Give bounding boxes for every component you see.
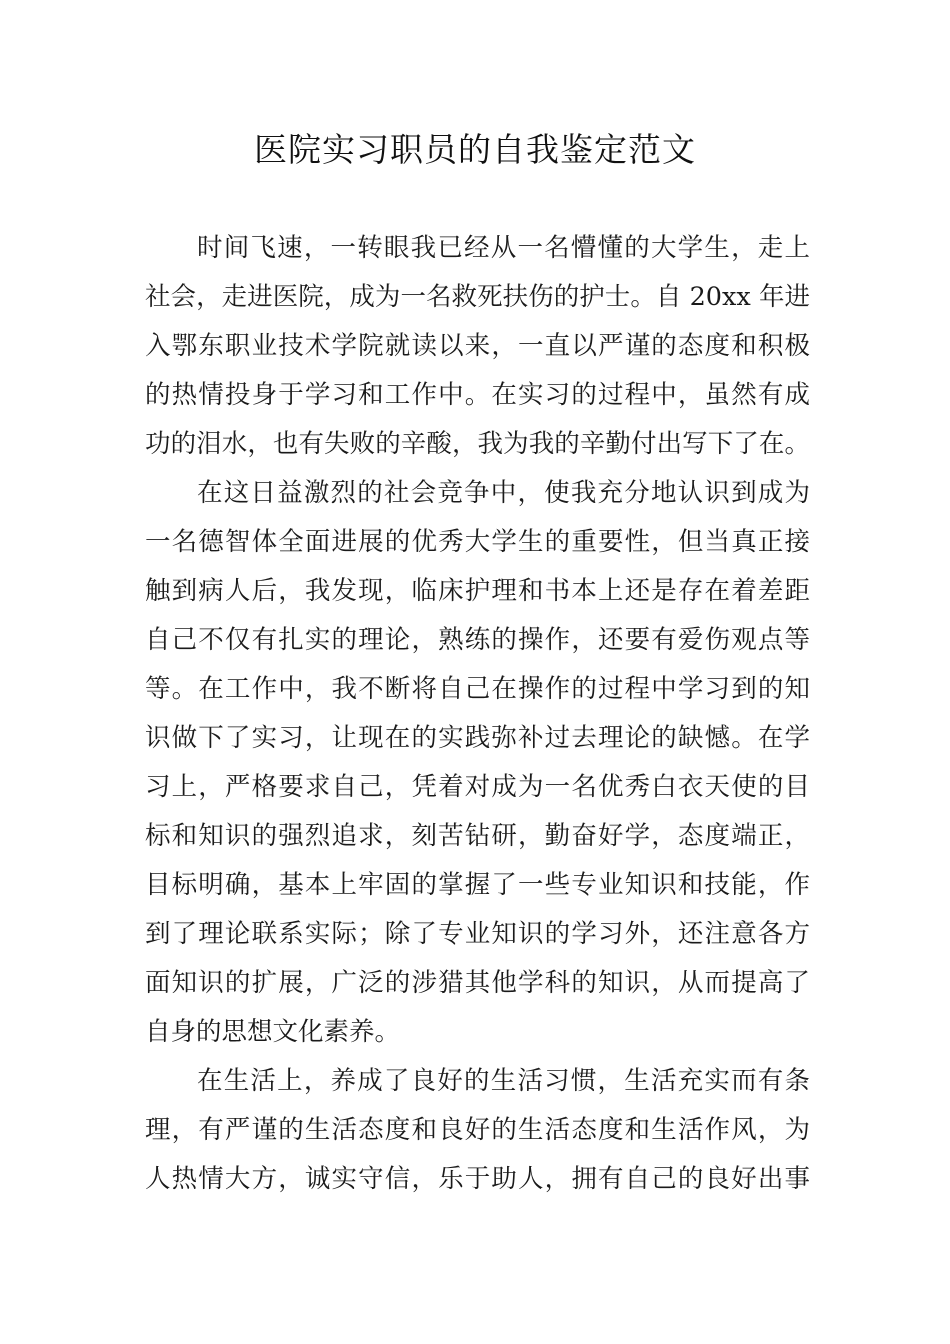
paragraph-1-line-5: 功的泪水，也有失败的辛酸，我为我的辛勤付出写下了在。 [145,429,810,459]
paragraph-3-line-2: 理，有严谨的生活态度和良好的生活态度和生活作风，为 [145,1115,810,1145]
paragraph-2-line-2: 一名德智体全面进展的优秀大学生的重要性，但当真正接 [145,527,810,557]
paragraph-1-line-2: 社会，走进医院，成为一名救死扶伤的护士。自 20xx 年进 [145,282,810,312]
paragraph-3-line-1: 在生活上，养成了良好的生活习惯，生活充实而有条 [197,1066,810,1096]
document-body [145,224,810,1204]
paragraph-2-line-11: 面知识的扩展，广泛的涉猎其他学科的知识，从而提高了 [145,968,810,998]
paragraph-1-line-4: 的热情投身于学习和工作中。在实习的过程中，虽然有成 [145,380,810,410]
paragraph-2-line-8: 标和知识的强烈追求，刻苦钻研，勤奋好学，态度端正， [145,821,810,851]
paragraph-2-line-4: 自己不仅有扎实的理论，熟练的操作，还要有爱伤观点等 [145,625,810,655]
paragraph-3-line-3: 人热情大方，诚实守信，乐于助人，拥有自己的良好出事 [145,1164,810,1194]
paragraph-2-line-5: 等。在工作中，我不断将自己在操作的过程中学习到的知 [145,674,810,704]
paragraph-2-line-1: 在这日益激烈的社会竞争中，使我充分地认识到成为 [197,478,810,508]
paragraph-2-line-3: 触到病人后，我发现，临床护理和书本上还是存在着差距 [145,576,810,606]
document-title: 医院实习职员的自我鉴定范文 [254,130,696,169]
paragraph-2-line-7: 习上，严格要求自己，凭着对成为一名优秀白衣天使的目 [145,772,810,802]
paragraph-1-line-1: 时间飞速，一转眼我已经从一名懵懂的大学生，走上 [197,233,810,263]
paragraph-2-line-6: 识做下了实习，让现在的实践弥补过去理论的缺憾。在学 [145,723,810,753]
paragraph-2-line-10: 到了理论联系实际；除了专业知识的学习外，还注意各方 [145,919,810,949]
paragraph-2-line-9: 目标明确，基本上牢固的掌握了一些专业知识和技能，作 [145,870,810,900]
paragraph-1-line-3: 入鄂东职业技术学院就读以来，一直以严谨的态度和积极 [145,331,810,361]
paragraph-2-line-12: 自身的思想文化素养。 [145,1017,401,1047]
